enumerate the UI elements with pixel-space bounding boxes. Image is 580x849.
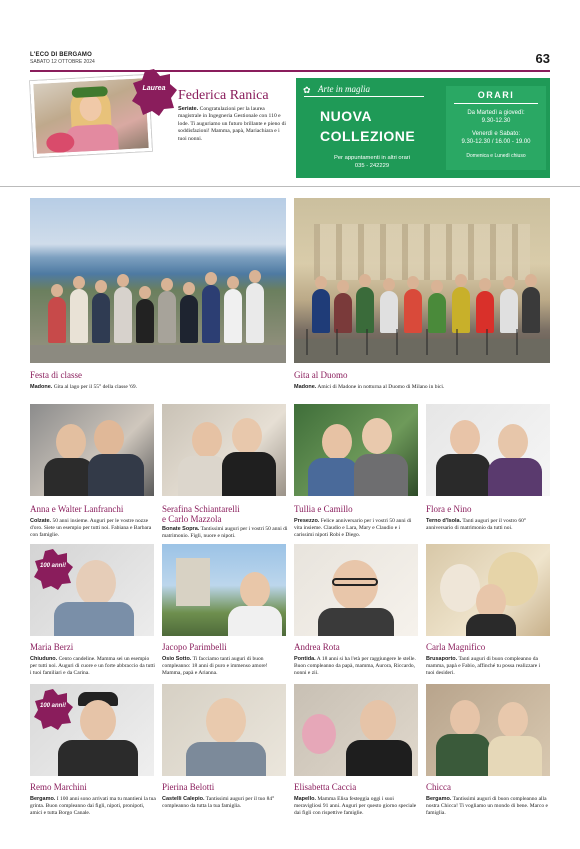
- ad-brand: Arte in maglia: [304, 84, 424, 97]
- ad-headline-line-1: NUOVA: [320, 108, 373, 124]
- ad-closed: Domenica e Lunedì chiuso: [466, 153, 526, 159]
- card-caption: [426, 518, 550, 532]
- card-text: Ti facciamo tanti auguri di buon compleanno: 18 anni di puro e immenso amore! Mamma, papà e Arianna.: [162, 656, 268, 677]
- card-text: A 18 anni si ha l'età per raggiungere le stelle. Buon compleanno da papà, mamma, Aurora, Riccardo, nonni e zii.: [294, 656, 416, 677]
- card-text: Cento candeline. Mamma sei un esempio per tutti noi. Auguri di cuore e un forte abbraccio da tutti i tuoi familiari e da Carina.: [30, 656, 155, 677]
- card-title: Andrea Rota: [294, 642, 340, 652]
- paper-name: L'ECO DI BERGAMO: [30, 52, 92, 58]
- ad-appointment: [304, 154, 440, 170]
- card-photo: [162, 404, 286, 496]
- card-text: 50 anni insieme. Auguri per le vostre nozze d'oro. Siete un esempio per tutti noi. Fabiana e Barbara con famiglie.: [30, 518, 152, 539]
- ad-hours-panel: [446, 86, 546, 170]
- card-caption: [162, 656, 288, 678]
- card-title: Chicca: [426, 782, 451, 792]
- card-caption: [30, 518, 156, 540]
- card-location: Bonate Sopra.: [162, 526, 200, 532]
- page-number: 63: [535, 51, 550, 66]
- card-text: I 100 anni sono arrivati ma tu mantieni la tua grinta. Buon compleanno dai figli, nipoti, pronipoti, amici e tutta Borgo Canale.: [30, 796, 156, 817]
- ad-headline: [320, 106, 430, 146]
- card-location: Osio Sotto.: [162, 656, 192, 662]
- flower-badge-icon: [32, 688, 74, 730]
- card-photo: [426, 404, 550, 496]
- centenary-badge-label: 100 anni!: [39, 703, 66, 709]
- card-caption: [162, 796, 288, 810]
- ad-left-panel: [296, 78, 442, 178]
- card-location: Bergamo.: [30, 796, 56, 802]
- laurea-location: Seriate.: [178, 106, 199, 112]
- ad-weekday-label: Da Martedì a giovedì:: [467, 110, 525, 116]
- card-photo: [426, 544, 550, 636]
- card-text: Tanti auguri per il vostro 60° anniversario di matrimonio da tutti noi.: [426, 518, 527, 532]
- card-title: Remo Marchini: [30, 782, 87, 792]
- card-location: Castelli Calepio.: [162, 796, 205, 802]
- card-caption: [162, 526, 288, 540]
- laurea-name: Federica Ranica: [178, 88, 269, 103]
- ad-weekend-label: Venerdì e Sabato:: [471, 131, 521, 137]
- card-photo: [426, 684, 550, 776]
- laurea-text: [178, 106, 288, 143]
- ad-weekday-hours: 9.30-12.30: [481, 118, 511, 124]
- card-title: Elisabetta Caccia: [294, 782, 357, 792]
- card-caption: [426, 796, 550, 818]
- card-location: Colzate.: [30, 518, 52, 524]
- card-title: Anna e Walter Lanfranchi: [30, 504, 124, 514]
- photo-class-reunion: [30, 198, 286, 363]
- card-title: Jacopo Parimbelli: [162, 642, 227, 652]
- card-title: Flora e Nino: [426, 504, 472, 514]
- card-text: Tantissimi auguri per i vostri 50 anni di matrimonio. Figli, nuore e nipoti.: [162, 526, 288, 540]
- feature-title: Festa di classe: [30, 370, 82, 380]
- card-photo: [162, 544, 286, 636]
- card-caption: [294, 656, 420, 678]
- flower-badge-icon: [32, 548, 74, 590]
- card-location: Chiuduno.: [30, 656, 58, 662]
- card-caption: [426, 656, 550, 678]
- card-photo: [294, 404, 418, 496]
- feature-title: Gita al Duomo: [294, 370, 348, 380]
- card-title-line-2: e Carlo Mazzola: [162, 514, 222, 524]
- card-title: Carla Magnifico: [426, 642, 486, 652]
- laurea-badge: [130, 68, 178, 116]
- card-text: Tanti auguri di buon compleanno da mamma, papà e Fabio, affinché tu possa realizzare i tuoi desideri.: [426, 656, 541, 677]
- feature-text: Gita al lago per il 55° della classe '69.: [53, 384, 138, 390]
- laurea-message: Congratulazioni per la laurea magistrale in Ingegneria Gestionale con 110 e lode. Ti auguriamo un futuro brillante e pieno di soddisfazioni! Mamma, papà, Mariachiara e i tuoi nonni.: [178, 106, 286, 142]
- card-location: Mapello.: [294, 796, 317, 802]
- advertisement: [296, 78, 550, 178]
- card-text: Tantissimi auguri di buon compleanno alla nostra Chicca! Ti vogliamo un mondo di bene. Marco e famiglia.: [426, 796, 548, 817]
- feature-caption: [30, 384, 286, 391]
- card-text: Felice anniversario per i vostri 50 anni di vita insieme. Claudio e Lara, Mary e Claudio e i carissimi nipoti Robi e Diego.: [294, 518, 412, 539]
- laurea-badge-label: Laurea: [142, 85, 166, 92]
- centenary-badge-label: 100 anni!: [39, 563, 66, 569]
- feature-caption: [294, 384, 550, 391]
- card-caption: [30, 796, 156, 818]
- card-title-line-1: Serafina Schiantarelli: [162, 504, 240, 514]
- flower-badge-icon: [130, 68, 178, 116]
- card-title: Tullia e Camillo: [294, 504, 353, 514]
- ad-appointment-text: Per appuntamenti in altri orari: [333, 155, 411, 161]
- card-caption: [30, 656, 156, 678]
- feature-location: Madone.: [30, 384, 53, 390]
- card-photo: [294, 684, 418, 776]
- card-title: Maria Berzi: [30, 642, 74, 652]
- ad-weekend-hours: 9.30-12.30 / 16.00 - 19.00: [461, 139, 531, 145]
- photo-duomo-trip: [294, 198, 550, 363]
- card-caption: [294, 796, 420, 818]
- feature-text: Amici di Madone in notturna al Duomo di Milano in bici.: [317, 384, 445, 390]
- card-title: [162, 504, 290, 524]
- masthead-rule: [30, 70, 550, 72]
- card-location: Brusaporto.: [426, 656, 458, 662]
- card-photo: [30, 404, 154, 496]
- card-location: Presezzo.: [294, 518, 320, 524]
- card-text: Mamma Elisa festeggia oggi i suoi meravigliosi 91 anni. Auguri per questo giorno speciale dai figli con rispettive famiglie.: [294, 796, 417, 817]
- ad-phone: 035 - 242229: [354, 163, 390, 169]
- centenary-badge: [32, 688, 74, 730]
- ad-hours-title: ORARI: [454, 90, 538, 104]
- paper-date: SABATO 12 OTTOBRE 2024: [30, 59, 95, 65]
- card-photo: [162, 684, 286, 776]
- section-divider: [0, 186, 580, 187]
- card-location: Bergamo.: [426, 796, 452, 802]
- card-caption: [294, 518, 420, 540]
- ad-headline-line-2: COLLEZIONE: [320, 128, 416, 144]
- feature-location: Madone.: [294, 384, 317, 390]
- card-text: Tantissimi auguri per il tuo 84° compleanno da tutta la tua famiglia.: [162, 796, 275, 810]
- card-location: Terno d'Isola.: [426, 518, 462, 524]
- card-photo: [294, 544, 418, 636]
- card-location: Pontida.: [294, 656, 316, 662]
- masthead: [30, 50, 550, 72]
- card-title: Pierina Belotti: [162, 782, 215, 792]
- centenary-badge: [32, 548, 74, 590]
- sweater-icon: ✿: [303, 85, 311, 95]
